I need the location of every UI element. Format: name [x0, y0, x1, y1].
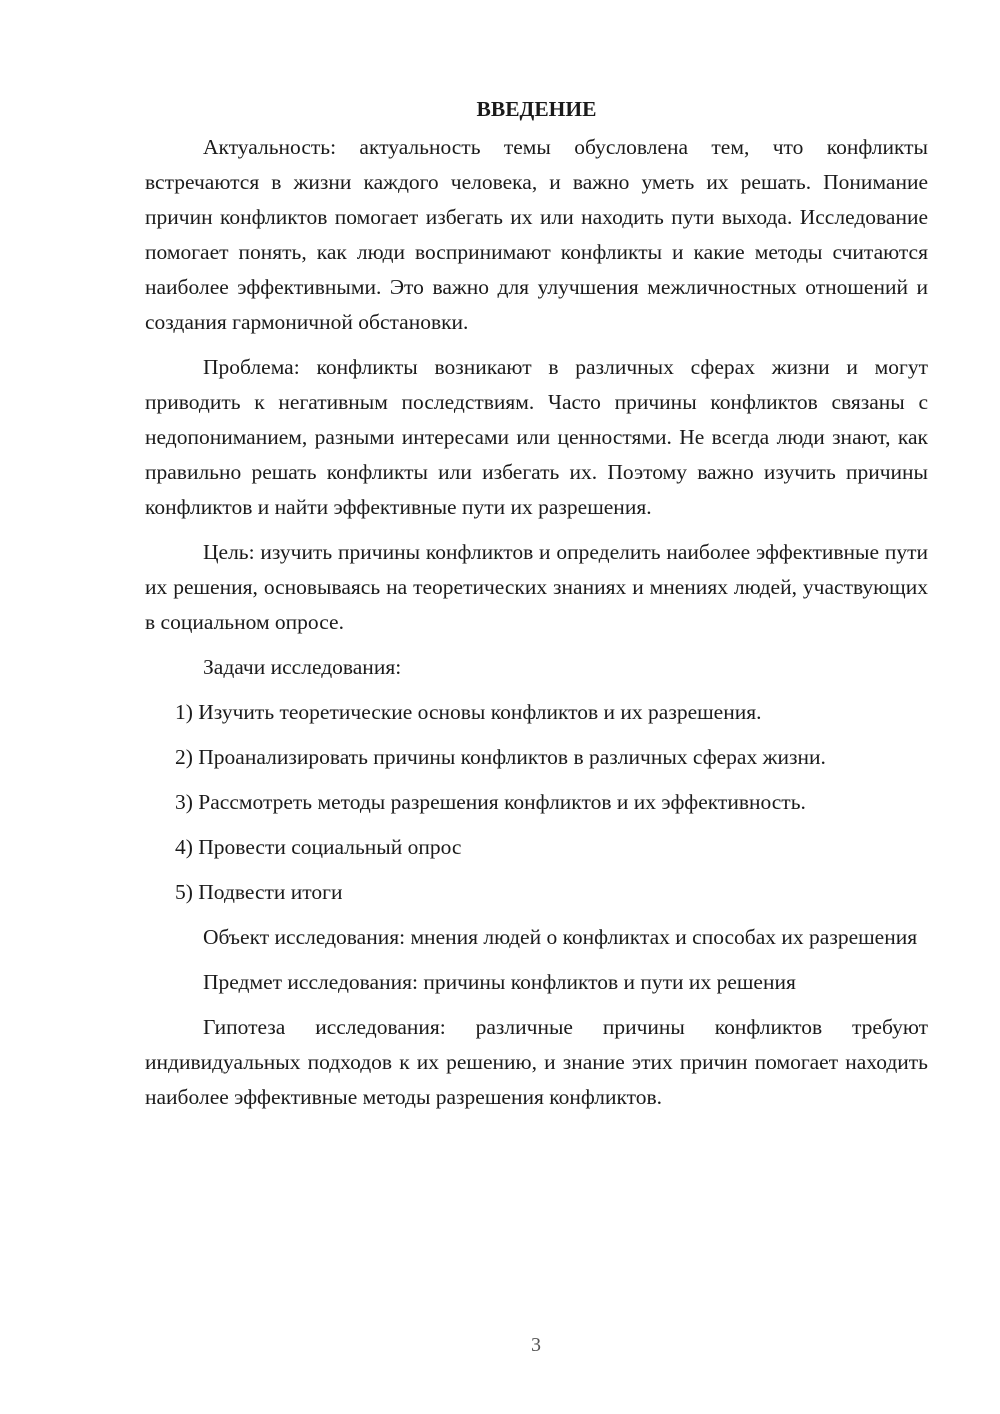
task-item: 4) Провести социальный опрос — [175, 835, 462, 859]
object-paragraph: Объект исследования: мнения людей о конфликтах и способах их разрешения — [203, 925, 918, 949]
task-item: 5) Подвести итоги — [175, 880, 343, 904]
problem-paragraph: Проблема: конфликты возникают в различных сферах жизни и могут приводить к негативным последствиям. Часто причины конфликтов связаны с недопониманием, разными интересами или ценностями. Не всегда люди знают, как правильно решать конфликты или избегать их. Поэтому важно изучить причины конфликтов и найти эффективные пути их разрешения. — [145, 355, 928, 519]
task-item: 2) Проанализировать причины конфликтов в различных сферах жизни. — [175, 745, 826, 769]
relevance-paragraph: Актуальность: актуальность темы обусловлена тем, что конфликты встречаются в жизни каждого человека, и важно уметь их решать. Понимание причин конфликтов помогает избегать их или находить пути выхода. Исследование помогает понять, как люди воспринимают конфликты и какие методы считаются наиболее эффективными. Это важно для улучшения межличностных отношений и создания гармоничной обстановки. — [145, 135, 928, 334]
hypothesis-paragraph: Гипотеза исследования: различные причины конфликтов требуют индивидуальных подходов к их решению, и знание этих причин помогает находить наиболее эффективные методы разрешения конфликтов. — [145, 1015, 928, 1109]
page-content — [145, 92, 928, 1125]
section-title: ВВЕДЕНИЕ — [476, 97, 597, 121]
subject-paragraph: Предмет исследования: причины конфликтов и пути их решения — [203, 970, 796, 994]
page-number: 3 — [531, 1334, 541, 1356]
goal-paragraph: Цель: изучить причины конфликтов и определить наиболее эффективные пути их решения, основываясь на теоретических знаниях и мнениях людей, участвующих в социальном опросе. — [145, 540, 928, 634]
tasks-heading: Задачи исследования: — [203, 655, 402, 679]
task-item: 3) Рассмотреть методы разрешения конфликтов и их эффективность. — [175, 790, 806, 814]
task-item: 1) Изучить теоретические основы конфликтов и их разрешения. — [175, 700, 762, 724]
